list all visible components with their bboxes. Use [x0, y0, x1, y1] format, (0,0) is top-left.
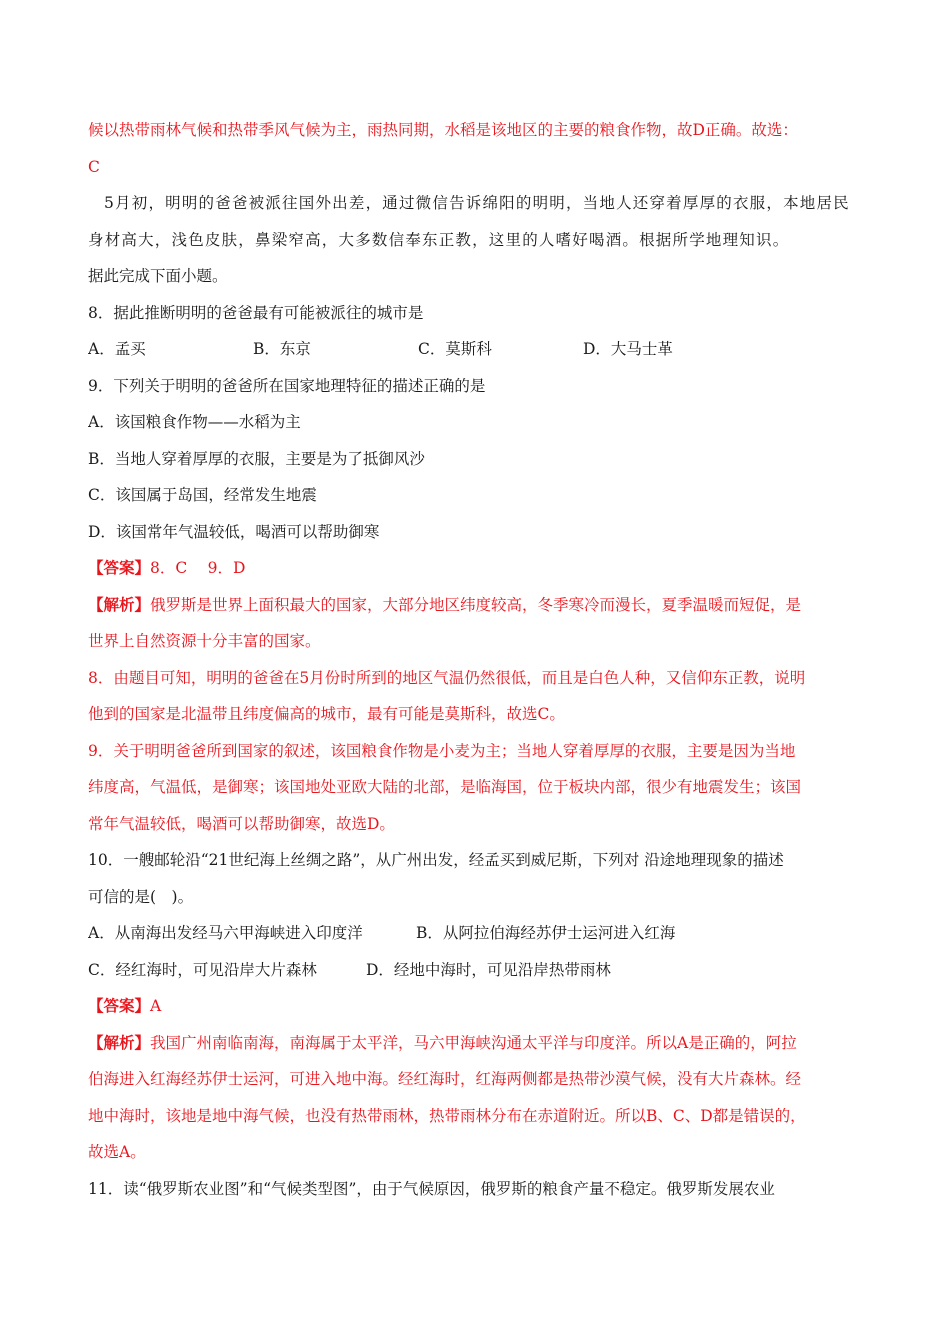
answer-text: A: [150, 997, 162, 1015]
analysis-10-line: 故选A。: [88, 1143, 146, 1161]
option-c: C．该国属于岛国，经常发生地震: [88, 486, 317, 504]
analysis-10-line: 伯海进入红海经苏伊士运河，可进入地中海。经红海时，红海两侧都是热带沙漠气候，没有大片森林。经: [88, 1070, 802, 1088]
passage-line: 5月初，明明的爸爸被派往国外出差，通过微信告诉绵阳的明明，当地人还穿着厚厚的衣服，本地居民: [104, 194, 850, 212]
option-a: A．该国粮食作物——水稻为主: [88, 413, 301, 431]
analysis-9-line: 9．关于明明爸爸所到国家的叙述，该国粮食作物是小麦为主；当地人穿着厚厚的衣服，主要是因为当地: [88, 741, 796, 760]
prev-analysis-answer: C: [88, 157, 100, 176]
question-10-options-row: [88, 952, 863, 989]
option-b: B．当地人穿着厚厚的衣服，主要是为了抵御风沙: [88, 449, 425, 468]
answer-text: 8．C 9．D: [150, 559, 246, 577]
question-8-stem: 8．据此推断明明的爸爸最有可能被派往的城市是: [88, 303, 424, 322]
option-b: B．从阿拉伯海经苏伊士运河进入红海: [416, 924, 676, 942]
analysis-text: 我国广州南临南海，南海属于太平洋，马六甲海峡沟通太平洋与印度洋。所以A是正确的，阿拉: [150, 1033, 797, 1052]
answer-10: [88, 988, 863, 1025]
option-c: C．莫斯科: [418, 340, 492, 358]
analysis-tag: 【解析】: [88, 1032, 151, 1052]
answer-tag: 【答案】: [88, 996, 151, 1015]
analysis-8-line: 他到的国家是北温带且纬度偏高的城市，最有可能是莫斯科，故选C。: [88, 705, 565, 723]
analysis-10-line: 地中海时，该地是地中海气候，也没有热带雨林，热带雨林分布在赤道附近。所以B、C、D都是错误的，: [88, 1106, 806, 1125]
answer-8-9: [88, 550, 863, 587]
option-a: A．从南海出发经马六甲海峡进入印度洋: [88, 924, 363, 942]
analysis-8-9-line: [88, 587, 863, 624]
question-10-stem: 可信的是( )。: [88, 887, 194, 906]
passage-line: 身材高大，浅色皮肤，鼻梁窄高，大多数信奉东正教，这里的人嗜好喝酒。根据所学地理知识。: [88, 230, 790, 249]
analysis-8-line: 8．由题目可知，明明的爸爸在5月份时所到的地区气温仍然很低，而且是白色人种，又信仰东正教，说明: [88, 668, 806, 687]
option-d: D．该国常年气温较低，喝酒可以帮助御寒: [88, 522, 380, 541]
question-8-options: [88, 331, 863, 368]
question-9-stem: 9．下列关于明明的爸爸所在国家地理特征的描述正确的是: [88, 376, 486, 395]
option-d: D．大马士革: [583, 340, 673, 358]
option-c: C．经红海时，可见沿岸大片森林: [88, 960, 317, 979]
option-d: D．经地中海时，可见沿岸热带雨林: [366, 960, 611, 979]
analysis-8-9-line: 世界上自然资源十分丰富的国家。: [88, 632, 321, 650]
analysis-10-line: [88, 1025, 863, 1062]
analysis-tag: 【解析】: [88, 594, 151, 614]
analysis-9-line: 常年气温较低，喝酒可以帮助御寒，故选D。: [88, 814, 395, 833]
option-b: B．东京: [253, 340, 311, 358]
question-11-stem: 11．读“俄罗斯农业图”和“气候类型图”，由于气候原因，俄罗斯的粮食产量不稳定。俄罗斯发展农业: [88, 1179, 775, 1198]
question-10-stem: 10．一艘邮轮沿“21世纪海上丝绸之路”，从广州出发，经孟买到威尼斯，下列对 沿途地理现象的描述: [88, 851, 784, 869]
answer-tag: 【答案】: [88, 558, 151, 577]
analysis-9-line: 纬度高，气温低，是御寒；该国地处亚欧大陆的北部，是临海国，位于板块内部，很少有地震发生；该国: [88, 778, 802, 796]
document-content: [88, 112, 863, 1207]
option-a: A．孟买: [88, 340, 146, 358]
question-10-options-row: [88, 915, 863, 952]
analysis-text: 俄罗斯是世界上面积最大的国家，大部分地区纬度较高，冬季寒冷而漫长，夏季温暖而短促，是: [150, 595, 802, 614]
passage-instruction: 据此完成下面小题。: [88, 267, 228, 285]
prev-analysis-line: 候以热带雨林气候和热带季风气候为主，雨热同期，水稻是该地区的主要的粮食作物，故D正确。故选：: [88, 121, 798, 139]
